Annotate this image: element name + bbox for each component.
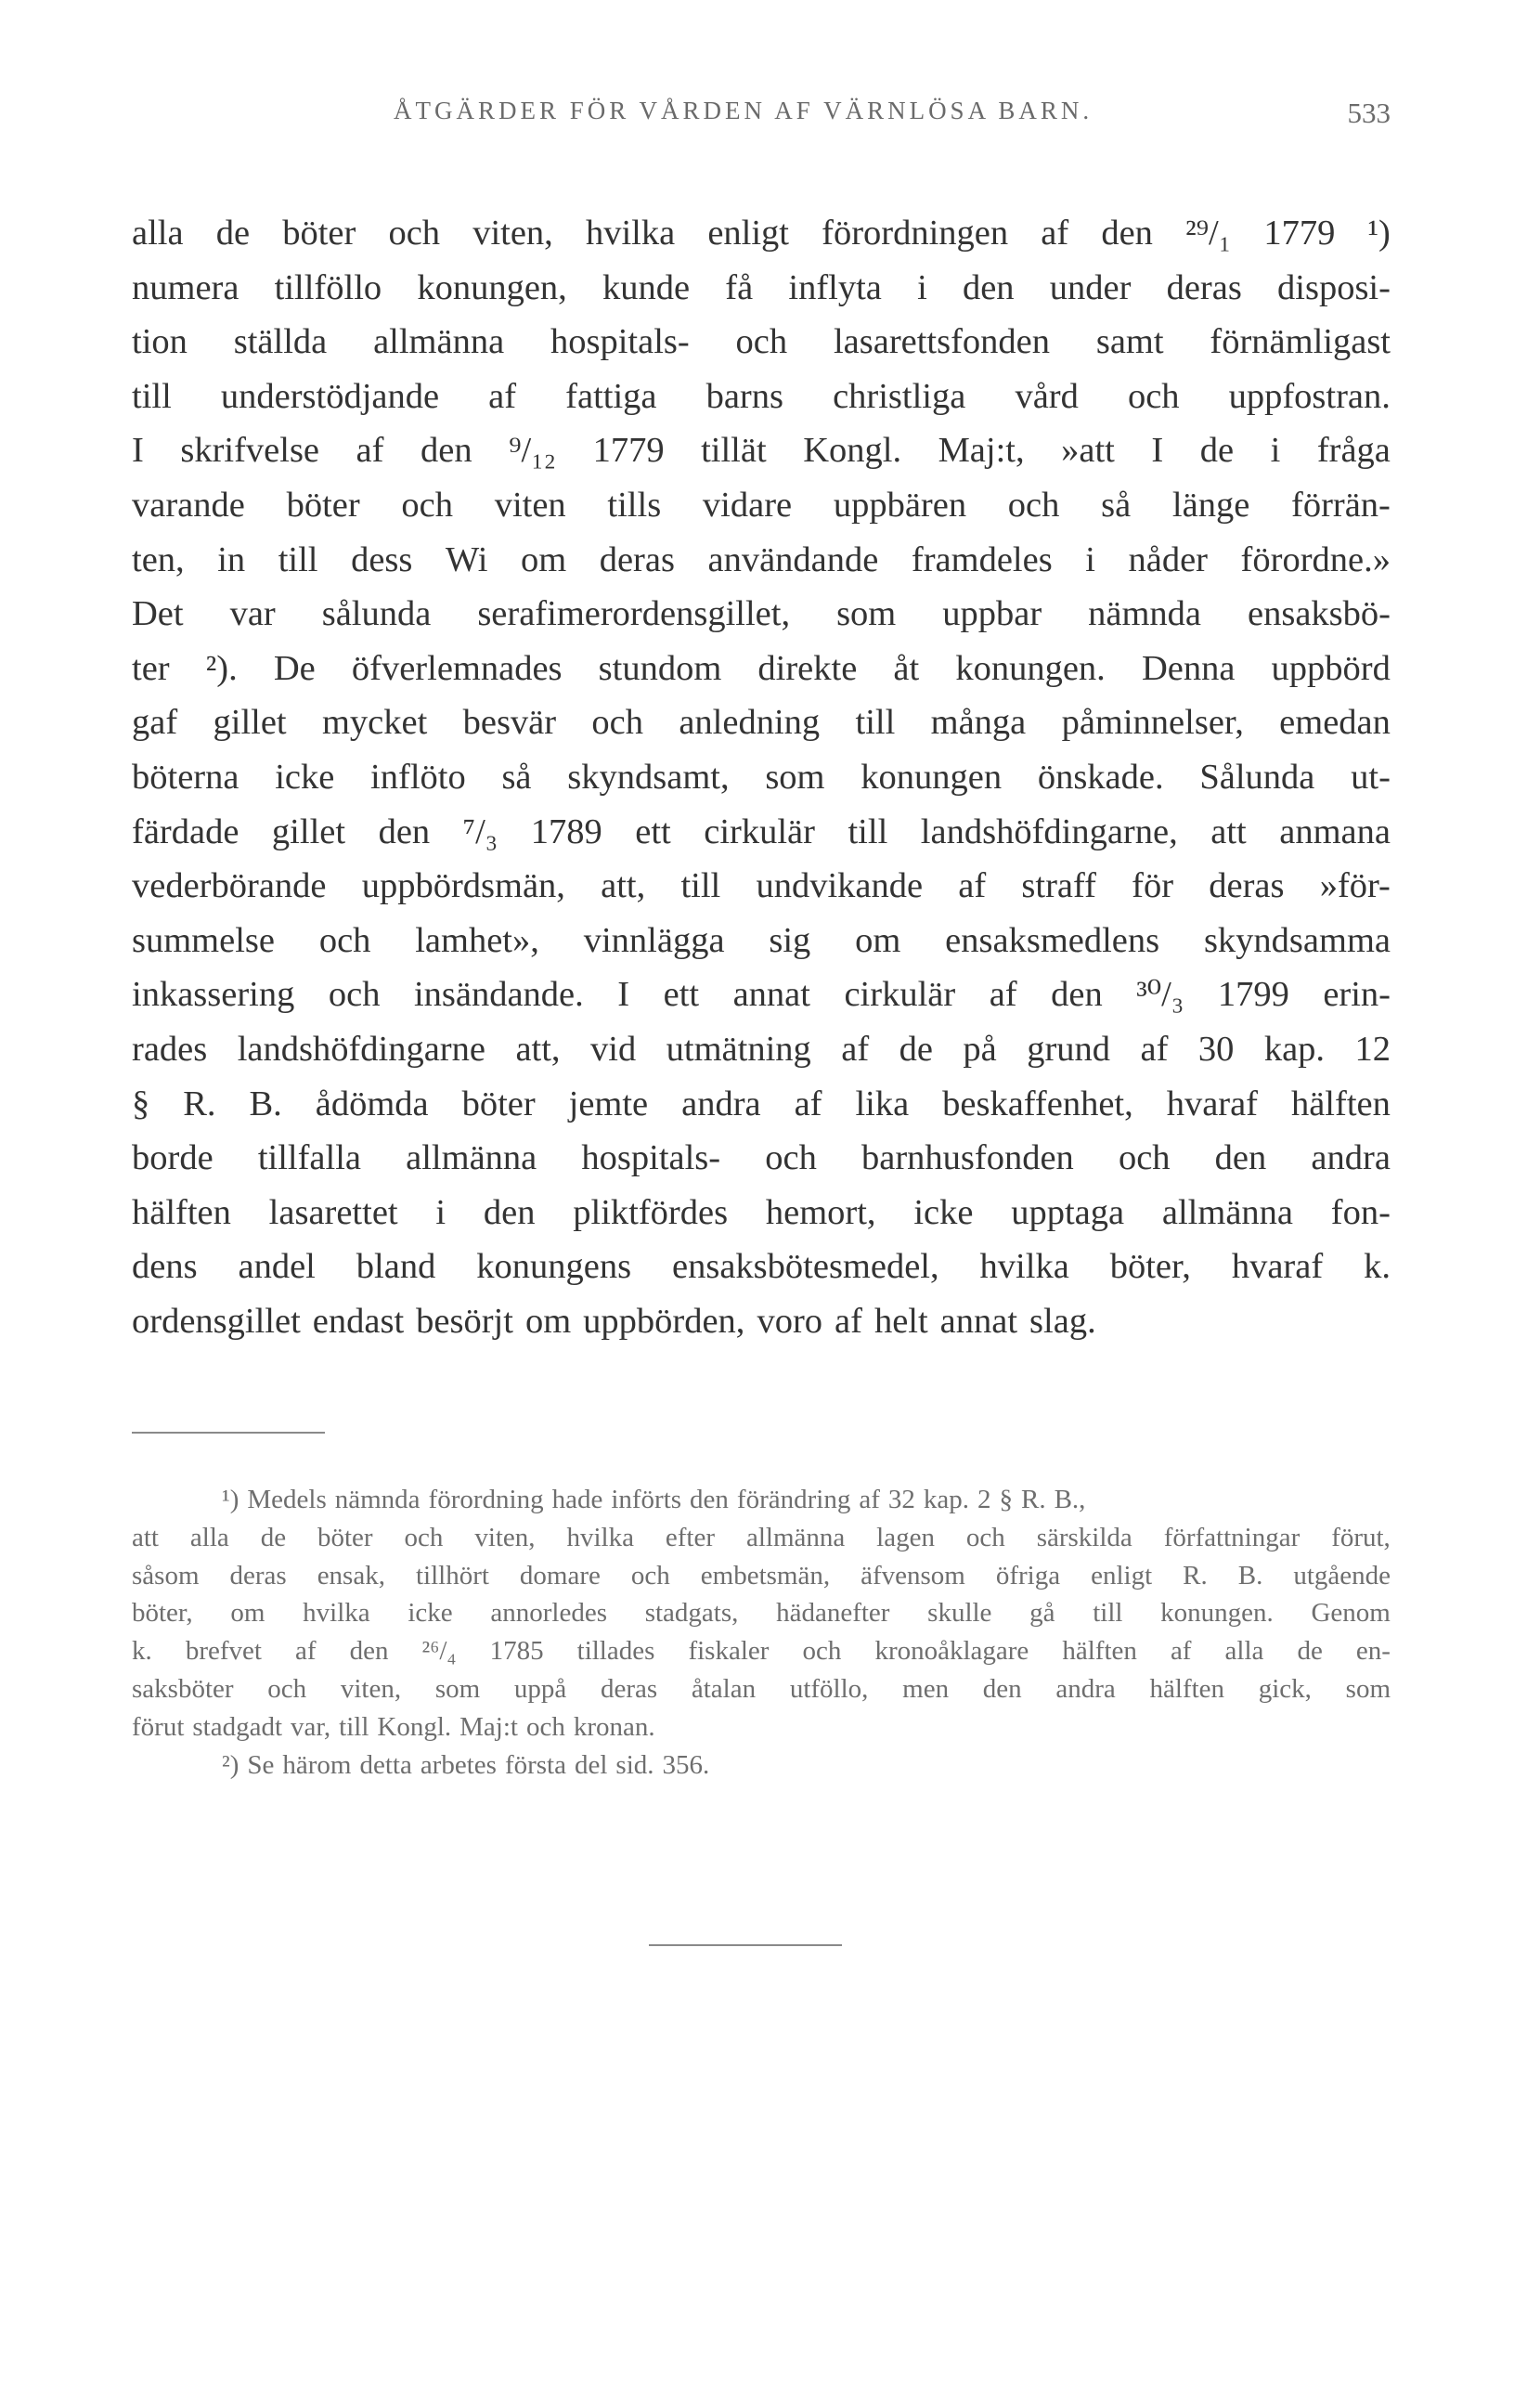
- text-line: gaf gillet mycket besvär och anledning till många påminnelser, emedan: [132, 703, 1391, 743]
- text-line: ten, in till dess Wi om deras användande framdeles i nåder förordne.»: [132, 539, 1391, 579]
- text-line: alla de böter och viten, hvilka enligt förordningen af den ²⁹/₁ 1779 ¹): [132, 214, 1391, 253]
- text-line: hälften lasarettet i den pliktfördes hemort, icke upptaga allmänna fon-: [132, 1192, 1391, 1232]
- footnotes: [132, 1481, 1391, 1784]
- text-line: vederbörande uppbördsmän, att, till undvikande af straff för deras »för-: [132, 866, 1391, 906]
- running-title: ÅTGÄRDER FÖR VÅRDEN AF VÄRNLÖSA BARN.: [394, 97, 1094, 124]
- text-line: varande böter och viten tills vidare uppbären och så länge förrän-: [132, 485, 1391, 525]
- text-line: ter ²). De öfverlemnades stundom direkte åt konungen. Denna uppbörd: [132, 648, 1391, 688]
- footnote-line: förut stadgadt var, till Kongl. Maj:t och kronan.: [132, 1711, 655, 1742]
- footnote-separator: [132, 1432, 325, 1434]
- bottom-rule: [649, 1944, 842, 1946]
- text-line: tion ställda allmänna hospitals- och lasarettsfonden samt förnämligast: [132, 322, 1391, 362]
- footnote-line: saksböter och viten, som uppå deras åtalan utföllo, men den andra hälften gick, som: [132, 1673, 1391, 1704]
- main-text: [132, 206, 1391, 1348]
- text-line: Det var sålunda serafimerordensgillet, som uppbar nämnda ensaksbö-: [132, 594, 1391, 634]
- text-line: dens andel bland konungens ensaksbötesmedel, hvilka böter, hvaraf k.: [132, 1247, 1391, 1287]
- text-line: § R. B. ådömda böter jemte andra af lika beskaffenhet, hvaraf hälften: [132, 1084, 1391, 1123]
- footnote-line: att alla de böter och viten, hvilka efter allmänna lagen och särskilda författningar förut,: [132, 1522, 1391, 1552]
- text-line: böterna icke inflöto så skyndsamt, som konungen önskade. Sålunda ut-: [132, 757, 1391, 797]
- text-line: summelse och lamhet», vinnlägga sig om ensaksmedlens skyndsamma: [132, 920, 1391, 960]
- text-line: numera tillföllo konungen, kunde få inflyta i den under deras disposi-: [132, 267, 1391, 307]
- text-line: inkassering och insändande. I ett annat cirkulär af den ³⁰/₃ 1799 erin-: [132, 975, 1391, 1015]
- footnote-line: såsom deras ensak, tillhört domare och embetsmän, äfvensom öfriga enligt R. B. utgående: [132, 1560, 1391, 1591]
- text-line: till understödjande af fattiga barns christliga vård och uppfostran.: [132, 376, 1391, 416]
- text-line: färdade gillet den ⁷/₃ 1789 ett cirkulär till landshöfdingarne, att anmana: [132, 811, 1391, 851]
- footnote-line: ²) Se härom detta arbetes första del sid. 356.: [222, 1749, 710, 1780]
- page-number: 533: [1347, 97, 1391, 129]
- footnote-line: ¹) Medels nämnda förordning hade införts den förändring af 32 kap. 2 § R. B.,: [222, 1485, 1086, 1514]
- text-line: ordensgillet endast besörjt om uppbörden, voro af helt annat slag.: [132, 1301, 1096, 1341]
- page-header: [132, 97, 1391, 152]
- footnote-line: k. brefvet af den ²⁶/₄ 1785 tillades fiskaler och kronoåklagare hälften af alla de en-: [132, 1636, 1391, 1667]
- text-line: rades landshöfdingarne att, vid utmätning af de på grund af 30 kap. 12: [132, 1029, 1391, 1069]
- text-line: borde tillfalla allmänna hospitals- och barnhusfonden och den andra: [132, 1138, 1391, 1178]
- text-line: I skrifvelse af den ⁹/₁₂ 1779 tillät Kongl. Maj:t, »att I de i fråga: [132, 431, 1391, 471]
- footnote-line: böter, om hvilka icke annorledes stadgats, hädanefter skulle gå till konungen. Genom: [132, 1598, 1391, 1629]
